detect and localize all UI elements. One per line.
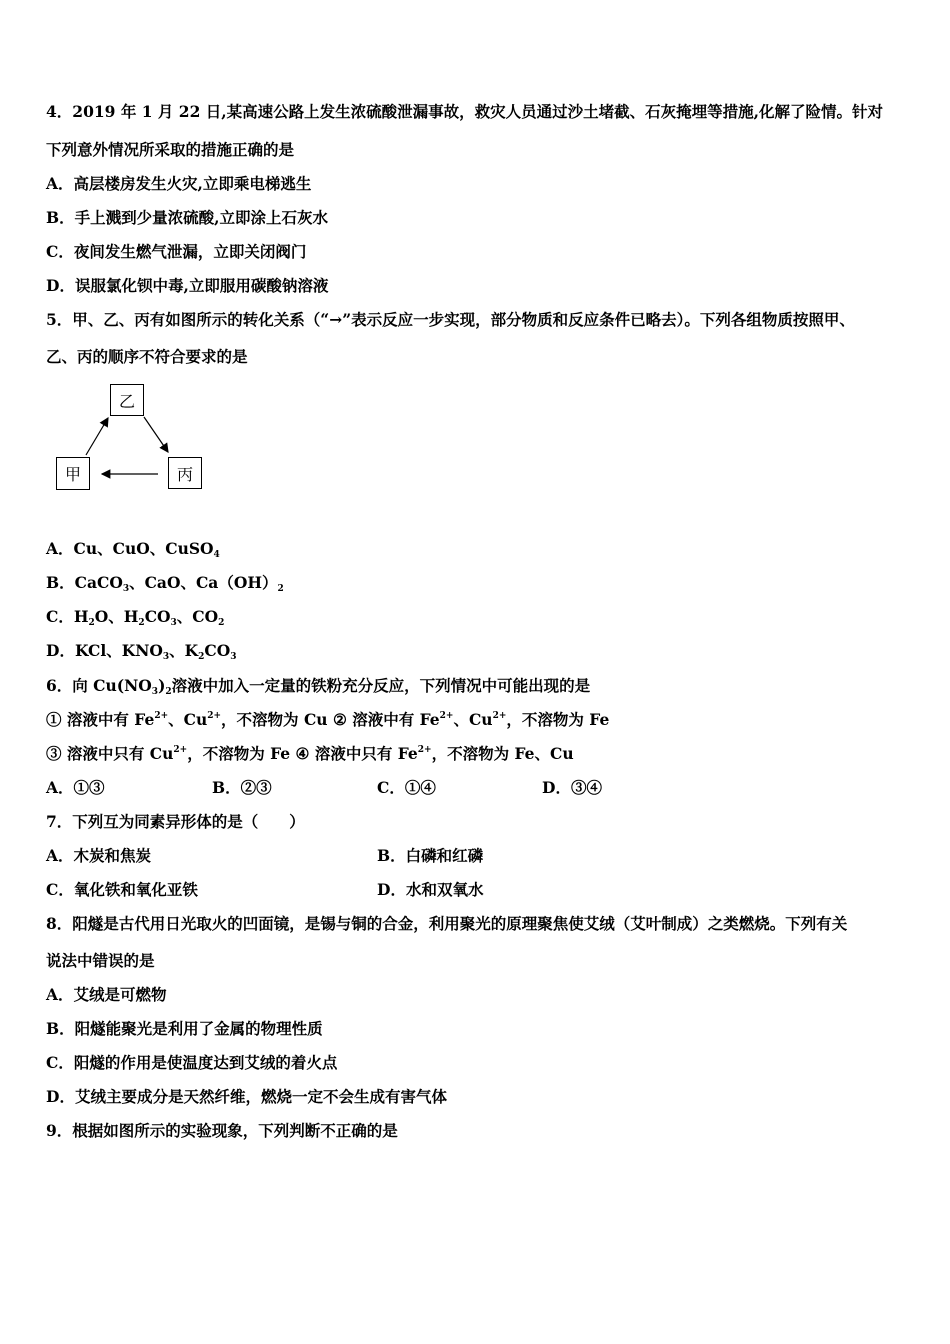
q6-stem-text2: )	[158, 676, 166, 695]
q5-d-text3: CO	[204, 641, 231, 660]
q6-l1-text4: 、Cu	[453, 710, 493, 729]
q5-d-text1: KCl、KNO	[74, 641, 163, 660]
q6-option-a: A．①③	[46, 778, 105, 797]
q6-l2-sup2: 2+	[417, 745, 432, 755]
q6-l1-text5: ，不溶物为 Fe	[506, 710, 610, 729]
q6-option-b: B．②③	[212, 778, 272, 797]
q5-b-text2: 、CaO、Ca（OH）	[129, 573, 278, 592]
q7-option-c: C．氧化铁和氧化亚铁	[46, 880, 198, 899]
q5-d-text2: 、K	[169, 641, 199, 660]
q5-c-text3: CO	[144, 607, 171, 626]
q5-d-sub2: 2	[198, 652, 205, 662]
q8-option-c: C．阳燧的作用是使温度达到艾绒的着火点	[46, 1053, 338, 1072]
q4-option-c: C．夜间发生燃气泄漏，立即关闭阀门	[46, 242, 307, 261]
q7-option-a: A．木炭和焦炭	[46, 846, 152, 865]
q5-c-text2: O、H	[94, 607, 139, 626]
q8-stem-line1: 8．阳燧是古代用日光取火的凹面镜，是锡与铜的合金，利用聚光的原理聚焦使艾绒（艾叶制成）之类燃烧。下列有关	[46, 914, 848, 933]
node-bing: 丙	[168, 457, 202, 489]
q5-b-label: B．	[46, 573, 75, 592]
q5-c-sub2: 2	[138, 618, 145, 628]
q8-option-b: B．阳燧能聚光是利用了金属的物理性质	[46, 1019, 323, 1038]
q6-stem-text1: 6．向 Cu(NO	[46, 676, 152, 695]
q6-l2-text1: ③ 溶液中只有 Cu	[46, 744, 174, 763]
q4-option-b: B．手上溅到少量浓硫酸,立即涂上石灰水	[46, 208, 328, 227]
q6-l2-sup1: 2+	[173, 745, 188, 755]
q5-c-text4: 、CO	[176, 607, 219, 626]
q8-option-d: D．艾绒主要成分是天然纤维，燃烧一定不会生成有害气体	[46, 1087, 447, 1106]
arrow-yi-to-bing	[144, 417, 168, 452]
q5-b-sub2: 2	[277, 584, 284, 594]
node-jia: 甲	[56, 457, 90, 490]
q6-l2-text2: ，不溶物为 Fe ④ 溶液中只有 Fe	[187, 744, 418, 763]
q6-l1-text2: 、Cu	[168, 710, 208, 729]
q9-stem: 9．根据如图所示的实验现象，下列判断不正确的是	[46, 1121, 398, 1140]
q7-option-d: D．水和双氧水	[377, 880, 484, 899]
q6-l1-sup2: 2+	[207, 711, 222, 721]
q5-option-c	[46, 607, 224, 627]
q5-d-sub3: 3	[230, 652, 237, 662]
q6-l1-sup3: 2+	[439, 711, 454, 721]
q6-l1-sup4: 2+	[492, 711, 507, 721]
q5-option-d	[46, 641, 237, 661]
arrow-jia-to-yi	[86, 418, 108, 455]
q8-stem-line2: 说法中错误的是	[46, 951, 155, 970]
q5-c-sub3: 3	[170, 618, 177, 628]
q5-a-text: Cu、CuO、CuSO	[73, 539, 214, 558]
q6-l1-sup1: 2+	[154, 711, 169, 721]
q4-option-d: D．误服氯化钡中毒,立即服用碳酸钠溶液	[46, 276, 329, 295]
q5-stem-line1: 5．甲、乙、丙有如图所示的转化关系（“→”表示反应一步实现，部分物质和反应条件已略去）。下列各组物质按照甲、	[46, 310, 855, 329]
q6-stem	[46, 676, 590, 696]
q4-option-a: A．高层楼房发生火灾,立即乘电梯逃生	[46, 174, 312, 193]
q5-c-sub4: 2	[218, 618, 225, 628]
q6-l1-text1: ① 溶液中有 Fe	[46, 710, 155, 729]
q5-c-label: C．	[46, 607, 74, 626]
node-yi: 乙	[110, 384, 144, 416]
q5-d-label: D．	[46, 641, 75, 660]
q6-l2-text3: ，不溶物为 Fe、Cu	[431, 744, 574, 763]
q6-cases-line1	[46, 710, 609, 730]
q7-option-b: B．白磷和红磷	[377, 846, 484, 865]
q5-a-label: A．	[46, 539, 74, 558]
q5-b-sub1: 3	[122, 584, 130, 594]
q6-stem-sub1: 3	[151, 687, 159, 697]
q6-cases-line2	[46, 744, 574, 764]
q6-option-d: D．③④	[542, 778, 602, 797]
q4-stem-line1: 4．2019 年 1 月 22 日,某高速公路上发生浓硫酸泄漏事故，救灾人员通过沙土堵截、石灰掩埋等措施,化解了险情。针对	[46, 102, 884, 121]
q5-d-sub1: 3	[162, 652, 170, 662]
q5-option-b	[46, 573, 284, 593]
q6-stem-sub2: 2	[165, 687, 172, 697]
q5-stem-line2: 乙、丙的顺序不符合要求的是	[46, 347, 248, 366]
q5-c-text1: H	[73, 607, 89, 626]
q4-stem-line2: 下列意外情况所采取的措施正确的是	[46, 140, 295, 159]
q5-a-sub: 4	[213, 550, 220, 560]
q6-option-c: C．①④	[377, 778, 436, 797]
q7-stem: 7．下列互为同素异形体的是（ ）	[46, 812, 305, 831]
q5-b-text1: CaCO	[74, 573, 123, 592]
q6-stem-text3: 溶液中加入一定量的铁粉充分反应，下列情况中可能出现的是	[171, 676, 591, 695]
q8-option-a: A．艾绒是可燃物	[46, 985, 167, 1004]
q5-option-a	[46, 539, 220, 559]
q6-l1-text3: ，不溶物为 Cu ② 溶液中有 Fe	[221, 710, 440, 729]
q5-c-sub1: 2	[88, 618, 95, 628]
